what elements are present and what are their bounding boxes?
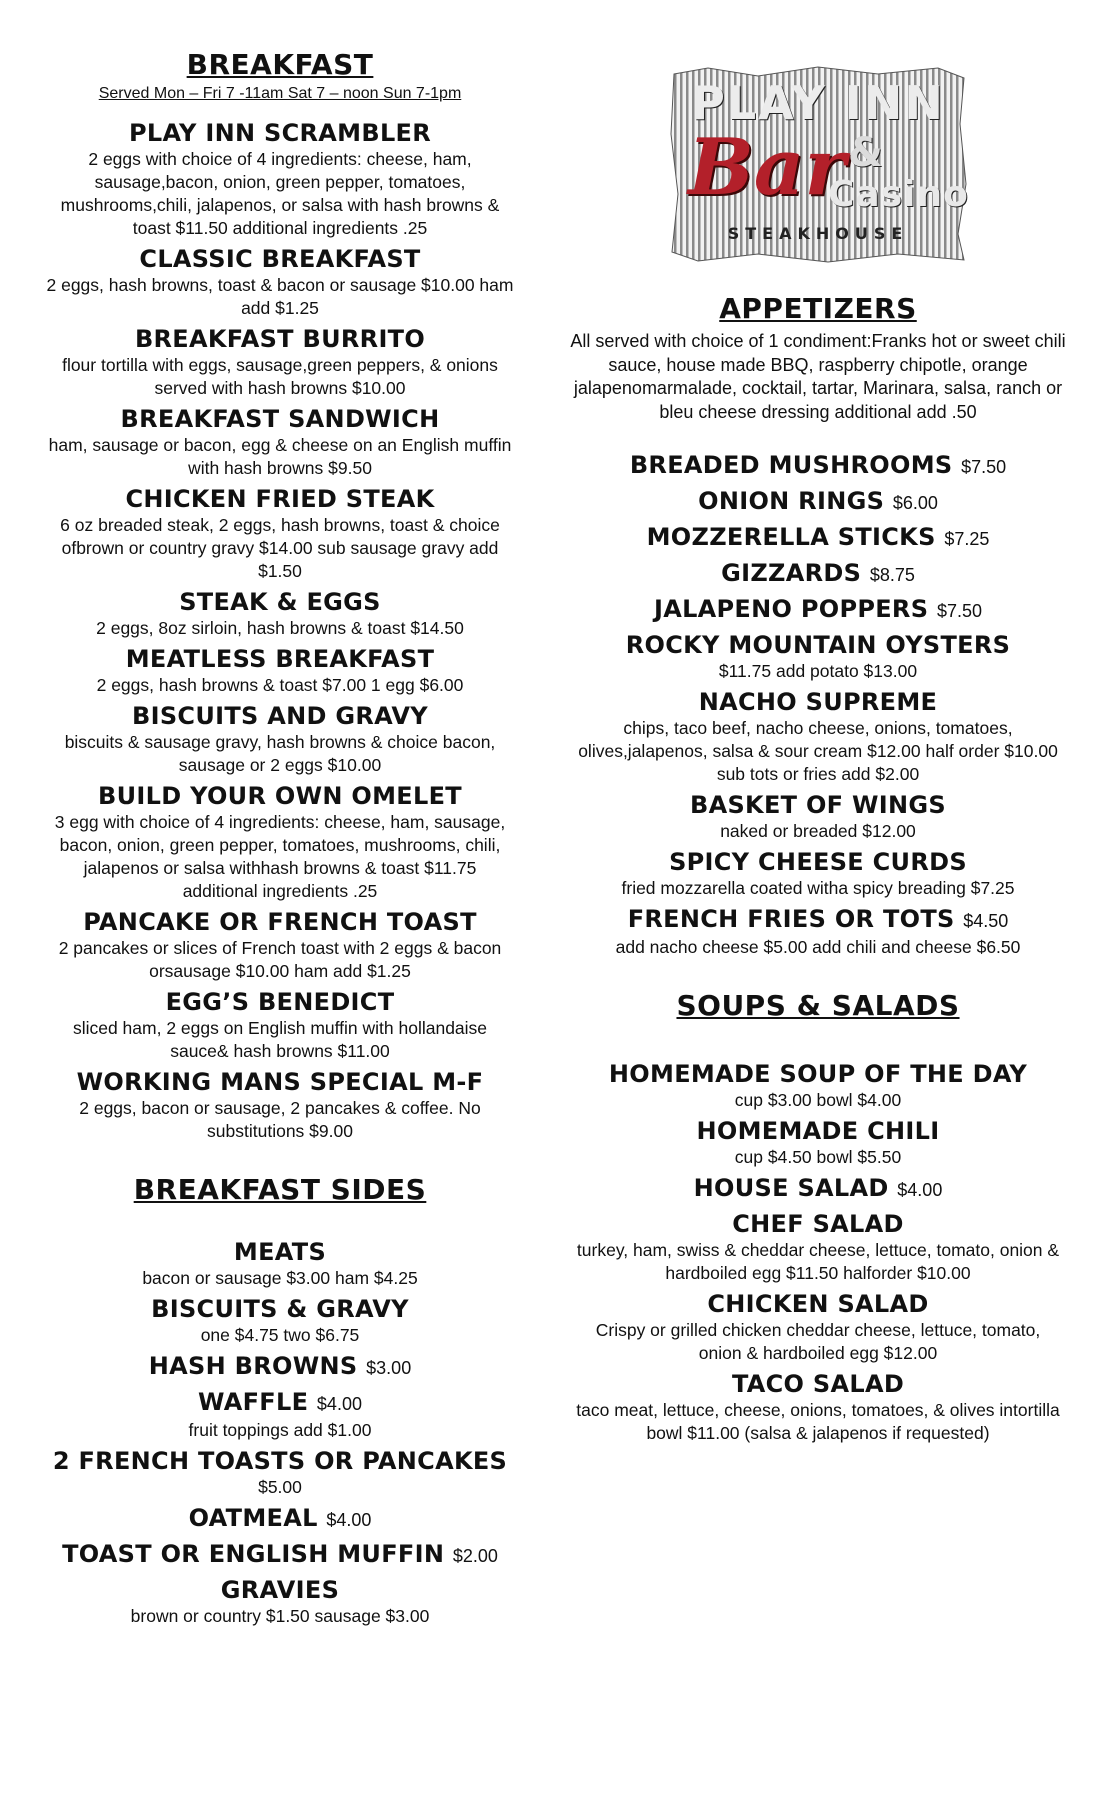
menu-item-title: FRENCH FRIES OR TOTS <box>627 905 955 933</box>
menu-item-description: add nacho cheese $5.00 add chili and cheese $6.50 <box>615 937 1021 957</box>
menu-item-price: $7.50 <box>936 601 983 621</box>
menu-item-title: STEAK & EGGS <box>179 588 381 616</box>
menu-item <box>40 118 520 240</box>
menu-item-name <box>568 904 1068 936</box>
menu-item-name <box>40 701 520 731</box>
menu-item-name <box>40 484 520 514</box>
menu-item <box>568 847 1068 900</box>
menu-item-description: Crispy or grilled chicken cheddar cheese, lettuce, tomato, onion & hardboiled egg $12.00 <box>595 1320 1041 1363</box>
menu-item-description: $5.00 <box>258 1477 302 1497</box>
menu-item-description: turkey, ham, swiss & cheddar cheese, lettuce, tomato, onion & hardboiled egg $11.50 halforder $10.00 <box>576 1240 1060 1283</box>
menu-item-name <box>40 644 520 674</box>
menu-item-name <box>40 404 520 434</box>
menu-item-name <box>568 1209 1068 1239</box>
menu-item <box>568 687 1068 786</box>
menu-item-price: $4.00 <box>316 1394 362 1414</box>
menu-item-price: $4.50 <box>963 911 1009 931</box>
play-inn-logo <box>668 64 968 264</box>
menu-item-price: $2.00 <box>452 1546 498 1566</box>
menu-item-name <box>568 1369 1068 1399</box>
menu-item-price: $7.25 <box>944 529 990 549</box>
menu-item-name <box>568 1289 1068 1319</box>
sides-items <box>40 1237 520 1628</box>
menu-item <box>40 1539 520 1571</box>
menu-item-name <box>40 907 520 937</box>
left-column <box>40 48 520 1632</box>
menu-item-price: $8.75 <box>869 565 915 585</box>
menu-item <box>568 450 1068 482</box>
menu-item-description: ham, sausage or bacon, egg & cheese on an English muffin with hash browns $9.50 <box>48 435 512 478</box>
sides-title: BREAKFAST SIDES <box>133 1173 427 1206</box>
menu-item-name <box>40 1575 520 1605</box>
menu-item-description: one $4.75 two $6.75 <box>200 1325 360 1345</box>
menu-item-title: ROCKY MOUNTAIN OYSTERS <box>625 631 1011 659</box>
menu-item <box>568 486 1068 518</box>
spacer <box>40 1147 520 1173</box>
menu-item-price: $7.50 <box>961 457 1007 477</box>
menu-item-title: SPICY CHEESE CURDS <box>669 848 967 876</box>
appetizers-note: All served with choice of 1 condiment:Franks hot or sweet chili sauce, house made BBQ, raspberry chipotle, orange jalapenomarmalade, cocktail, tartar, Marinara, salsa, ranch or bleu cheese dressing additional add .50 <box>570 331 1066 422</box>
menu-item-name <box>568 630 1068 660</box>
menu-item <box>40 404 520 480</box>
menu-item-description: brown or country $1.50 sausage $3.00 <box>130 1606 430 1626</box>
menu-item <box>568 558 1068 590</box>
menu-item-description: cup $3.00 bowl $4.00 <box>734 1090 902 1110</box>
menu-item-description: 2 eggs, bacon or sausage, 2 pancakes & coffee. No substitutions $9.00 <box>79 1098 481 1141</box>
menu-item <box>40 484 520 583</box>
menu-item-description: biscuits & sausage gravy, hash browns & choice bacon, sausage or 2 eggs $10.00 <box>64 732 496 775</box>
menu-item <box>40 1067 520 1143</box>
menu-item-title: MOZZERELLA STICKS <box>646 523 936 551</box>
menu-item-name <box>40 587 520 617</box>
breakfast-items <box>40 118 520 1143</box>
menu-item-description: naked or breaded $12.00 <box>720 821 916 841</box>
soups-items <box>568 1059 1068 1445</box>
menu-item-title: 2 FRENCH TOASTS OR PANCAKES <box>52 1447 508 1475</box>
breakfast-section <box>40 48 520 1143</box>
menu-item-title: OATMEAL <box>188 1504 318 1532</box>
menu-item-title: BISCUITS & GRAVY <box>151 1295 409 1323</box>
menu-item <box>568 630 1068 683</box>
menu-item-name <box>568 522 1068 554</box>
menu-item-title: BREAKFAST BURRITO <box>134 325 426 353</box>
breakfast-hours: Served Mon – Fri 7 -11am Sat 7 – noon Sun 7-1pm <box>98 85 462 102</box>
menu-item-name <box>568 558 1068 590</box>
menu-item-title: BISCUITS AND GRAVY <box>132 702 428 730</box>
menu-item <box>40 1446 520 1499</box>
menu-item-title: BASKET OF WINGS <box>690 791 946 819</box>
menu-item-title: HOMEMADE SOUP OF THE DAY <box>608 1060 1028 1088</box>
menu-item-title: BUILD YOUR OWN OMELET <box>98 782 462 810</box>
menu-item-name <box>568 1173 1068 1205</box>
logo-bar: Bar <box>688 122 846 213</box>
menu-item-description: 2 eggs, hash browns & toast $7.00 1 egg $6.00 <box>96 675 464 695</box>
menu-item-title: PANCAKE OR FRENCH TOAST <box>83 908 477 936</box>
menu-item <box>568 1209 1068 1285</box>
menu-item-title: BREAKFAST SANDWICH <box>120 405 440 433</box>
menu-item <box>40 781 520 903</box>
menu-item-description: fried mozzarella coated witha spicy breading $7.25 <box>621 878 1015 898</box>
menu-item-name <box>568 847 1068 877</box>
menu-item-name <box>40 1351 520 1383</box>
menu-item-description: bacon or sausage $3.00 ham $4.25 <box>142 1268 418 1288</box>
menu-item <box>40 587 520 640</box>
menu-item-name <box>568 687 1068 717</box>
menu-item-description: 2 eggs with choice of 4 ingredients: cheese, ham, sausage,bacon, onion, green pepper, tomatoes, mushrooms,chili, jalapenos, or salsa with hash browns & toast $11.50 additional ingredients .25 <box>60 149 500 238</box>
menu-item-title: WORKING MANS SPECIAL M-F <box>76 1068 484 1096</box>
soups-title: SOUPS & SALADS <box>676 989 960 1022</box>
menu-item-description: taco meat, lettuce, cheese, onions, tomatoes, & olives intortilla bowl $11.00 (salsa & jalapenos if requested) <box>576 1400 1060 1443</box>
menu-item-description: cup $4.50 bowl $5.50 <box>734 1147 902 1167</box>
menu-item-name <box>40 781 520 811</box>
appetizers-title: APPETIZERS <box>719 292 917 325</box>
menu-item <box>40 987 520 1063</box>
menu-item <box>40 244 520 320</box>
menu-item-price: $6.00 <box>892 493 938 513</box>
logo-play-inn: PLAY INN <box>691 76 945 130</box>
menu-item-name <box>40 324 520 354</box>
menu-item-description: flour tortilla with eggs, sausage,green peppers, & onions served with hash browns $10.00 <box>62 355 498 398</box>
menu-item-name <box>40 1539 520 1571</box>
menu-item-description: sliced ham, 2 eggs on English muffin with hollandaise sauce& hash browns $11.00 <box>72 1018 488 1061</box>
menu-item-title: CLASSIC BREAKFAST <box>139 245 421 273</box>
menu-item-title: MEATLESS BREAKFAST <box>125 645 435 673</box>
menu-item-name <box>568 450 1068 482</box>
menu-item <box>568 1059 1068 1112</box>
soups-section <box>568 989 1068 1445</box>
menu-item-title: JALAPENO POPPERS <box>653 595 929 623</box>
right-column <box>568 48 1068 1449</box>
menu-item-title: GIZZARDS <box>721 559 862 587</box>
logo-casino: Casino <box>828 174 969 215</box>
menu-item <box>40 644 520 697</box>
menu-item-name <box>568 790 1068 820</box>
menu-item-title: NACHO SUPREME <box>698 688 938 716</box>
menu-item-name <box>40 1237 520 1267</box>
menu-item-title: CHICKEN FRIED STEAK <box>125 485 435 513</box>
menu-item-title: PLAY INN SCRAMBLER <box>128 119 432 147</box>
logo-steakhouse: STEAKHOUSE <box>727 224 909 243</box>
menu-item-description: 3 egg with choice of 4 ingredients: cheese, ham, sausage, bacon, onion, green pepper, tomatoes, mushrooms, chili, jalapenos or salsa withhash browns & toast $11.75 additional ingredients .25 <box>54 812 506 901</box>
menu-item-title: HOMEMADE CHILI <box>696 1117 940 1145</box>
menu-item <box>568 1289 1068 1365</box>
menu-item <box>40 1294 520 1347</box>
menu-item-description: fruit toppings add $1.00 <box>188 1420 372 1440</box>
menu-item-name <box>40 1067 520 1097</box>
sides-section <box>40 1173 520 1628</box>
menu-item <box>40 701 520 777</box>
menu-item <box>568 594 1068 626</box>
menu-item-name <box>568 1116 1068 1146</box>
menu-item-description: 2 eggs, 8oz sirloin, hash browns & toast $14.50 <box>96 618 464 638</box>
menu-item-name <box>40 118 520 148</box>
menu-item-name <box>568 594 1068 626</box>
menu-item-name <box>40 1387 520 1419</box>
menu-item-description: 2 eggs, hash browns, toast & bacon or sausage $10.00 ham add $1.25 <box>46 275 514 318</box>
menu-item-title: TACO SALAD <box>731 1370 905 1398</box>
menu-item-description: 6 oz breaded steak, 2 eggs, hash browns, toast & choice ofbrown or country gravy $14.00 sub sausage gravy add $1.50 <box>60 515 500 581</box>
menu-item-price: $3.00 <box>366 1358 412 1378</box>
menu-item <box>40 324 520 400</box>
menu-item <box>40 1387 520 1442</box>
menu-item-name <box>40 244 520 274</box>
appetizers-section <box>568 292 1068 959</box>
menu-item <box>40 907 520 983</box>
menu-item-description: chips, taco beef, nacho cheese, onions, tomatoes, olives,jalapenos, salsa & sour cream $12.00 half order $10.00 sub tots or fries add $2.00 <box>578 718 1058 784</box>
menu-item <box>568 904 1068 959</box>
menu-item <box>40 1237 520 1290</box>
menu-item <box>40 1503 520 1535</box>
spacer <box>568 963 1068 989</box>
menu-item-title: ONION RINGS <box>698 487 885 515</box>
menu-item <box>568 790 1068 843</box>
menu-item-title: BREADED MUSHROOMS <box>629 451 953 479</box>
menu-item-title: MEATS <box>233 1238 327 1266</box>
menu-item-name <box>568 1059 1068 1089</box>
menu-item <box>40 1575 520 1628</box>
menu-item-description: 2 pancakes or slices of French toast with 2 eggs & bacon orsausage $10.00 ham add $1.25 <box>58 938 502 981</box>
menu-item-title: HOUSE SALAD <box>693 1174 889 1202</box>
appetizers-items <box>568 450 1068 959</box>
menu-item-title: TOAST OR ENGLISH MUFFIN <box>62 1540 445 1568</box>
menu-item-description: $11.75 add potato $13.00 <box>718 661 918 681</box>
menu-item <box>568 1116 1068 1169</box>
menu-item-name <box>40 1503 520 1535</box>
menu-item-title: HASH BROWNS <box>148 1352 358 1380</box>
menu-item <box>568 522 1068 554</box>
menu-item <box>568 1369 1068 1445</box>
menu-item-name <box>40 1294 520 1324</box>
menu-item-title: EGG’S BENEDICT <box>165 988 395 1016</box>
menu-item <box>568 1173 1068 1205</box>
menu-item-name <box>40 1446 520 1476</box>
menu-item-name <box>40 987 520 1017</box>
menu-item-name <box>568 486 1068 518</box>
menu-item-title: CHEF SALAD <box>732 1210 904 1238</box>
menu-item <box>40 1351 520 1383</box>
menu-item-title: CHICKEN SALAD <box>707 1290 929 1318</box>
menu-item-price: $4.00 <box>326 1510 372 1530</box>
menu-item-price: $4.00 <box>897 1180 943 1200</box>
breakfast-title: BREAKFAST <box>186 48 374 81</box>
logo-ampersand: & <box>848 130 883 176</box>
menu-item-title: WAFFLE <box>198 1388 309 1416</box>
menu-item-title: GRAVIES <box>220 1576 340 1604</box>
